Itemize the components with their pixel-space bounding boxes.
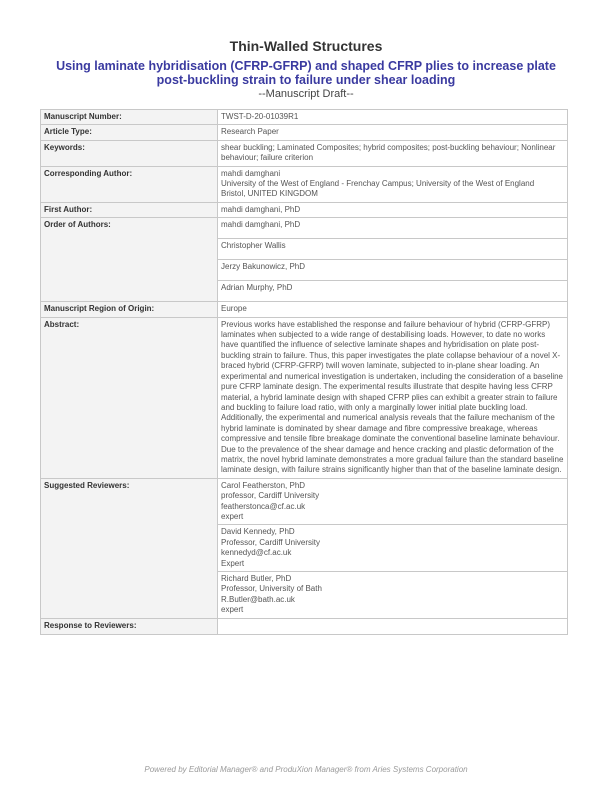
- value-first-author: mahdi damghani, PhD: [218, 202, 568, 217]
- label-first-author: First Author:: [41, 202, 218, 217]
- label-suggested-reviewers: Suggested Reviewers:: [41, 478, 218, 618]
- author-item: Christopher Wallis: [218, 239, 567, 260]
- row-suggested-reviewers: [41, 478, 568, 618]
- value-manuscript-number: TWST-D-20-01039R1: [218, 110, 568, 125]
- value-response-to-reviewers: [218, 618, 568, 634]
- value-abstract: Previous works have established the response and failure behaviour of hybrid (CFRP-GFRP) laminates when subjected to a wide range of destabilising loads. However, to date no works have quantified the influence of selective laminate shapes and hybridisation on plate post-buckling strain to failure. Thus, this paper investigates the plate collapse behaviour of a novel X-braced hybrid (CFRP-GFRP) twill woven laminate, subjected to in-plane shear loading. An experimental and numerical investigation is undertaken, including the consideration of a baseline pure CFRP laminate design. The experimental results illustrate that despite having less CFRP material, a hybrid laminate design with shaped CFRP plies can exhibit a greater strain to failure and buckling to failure load ratio, with only a marginally lower initial plate buckling load. Additionally, the experimental and numerical analysis reveals that the failure mechanism of the hybrid laminate is dominated by shear damage and fibre compressive breakage, whereas compressive and tensile fibre breakage dominate the conventional baseline laminate behaviour. Due to the prevalence of the shear damage and hence cracking and plastic deformation of the matrix, the novel hybrid laminate demonstrates a more gradual failure than the standard baseline laminate design, with failure strains significantly higher than that of the baseline laminate design.: [218, 317, 568, 478]
- author-item: mahdi damghani, PhD: [218, 218, 567, 239]
- value-corresponding-author: [218, 166, 568, 202]
- corresponding-author-name: mahdi damghani: [221, 168, 281, 178]
- reviewer-note: expert: [221, 605, 244, 615]
- value-region-of-origin: Europe: [218, 302, 568, 317]
- value-article-type: Research Paper: [218, 125, 568, 140]
- row-article-type: [41, 125, 568, 140]
- label-response-to-reviewers: Response to Reviewers:: [41, 618, 218, 634]
- row-corresponding-author: [41, 166, 568, 202]
- manuscript-metadata-table: [40, 109, 568, 635]
- label-article-type: Article Type:: [41, 125, 218, 140]
- value-keywords: shear buckling; Laminated Composites; hybrid composites; post-buckling behaviour; Nonlinear behaviour; failure criterion: [218, 140, 568, 166]
- reviewer-name: Carol Featherston, PhD: [221, 480, 306, 490]
- author-item: Jerzy Bakunowicz, PhD: [218, 260, 567, 281]
- label-keywords: Keywords:: [41, 140, 218, 166]
- corresponding-author-location: Bristol, UNITED KINGDOM: [221, 189, 318, 199]
- reviewer-item: [218, 479, 567, 526]
- reviewer-note: expert: [221, 511, 244, 521]
- footer-powered-by: Powered by Editorial Manager® and ProduXion Manager® from Aries Systems Corporation: [144, 765, 468, 774]
- label-manuscript-number: Manuscript Number:: [41, 110, 218, 125]
- title-line-1: Using laminate hybridisation (CFRP-GFRP) and shaped CFRP plies to increase plate: [56, 59, 556, 73]
- reviewer-name: Richard Butler, PhD: [221, 574, 292, 583]
- row-response-to-reviewers: [41, 618, 568, 634]
- journal-name: Thin-Walled Structures: [229, 38, 383, 54]
- label-order-of-authors: Order of Authors:: [41, 218, 218, 302]
- reviewer-name: David Kennedy, PhD: [221, 527, 295, 537]
- reviewer-email: R.Butler@bath.ac.uk: [221, 594, 295, 604]
- label-region-of-origin: Manuscript Region of Origin:: [41, 302, 218, 317]
- manuscript-title: [30, 59, 582, 87]
- reviewer-item: [218, 525, 567, 572]
- draft-label: --Manuscript Draft--: [258, 88, 354, 100]
- value-order-of-authors: [218, 218, 568, 302]
- reviewer-position: Professor, Cardiff University: [221, 537, 320, 547]
- reviewer-position: professor, Cardiff University: [221, 491, 320, 501]
- row-abstract: [41, 317, 568, 478]
- reviewer-position: Professor, University of Bath: [221, 584, 322, 594]
- reviewer-email: featherstonca@cf.ac.uk: [221, 501, 306, 511]
- reviewer-email: kennedyd@cf.ac.uk: [221, 548, 292, 558]
- corresponding-author-affiliation: University of the West of England - Frenchay Campus; University of the West of England: [221, 179, 535, 189]
- label-abstract: Abstract:: [41, 317, 218, 478]
- label-corresponding-author: Corresponding Author:: [41, 166, 218, 202]
- row-manuscript-number: [41, 110, 568, 125]
- row-first-author: [41, 202, 568, 217]
- author-item: Adrian Murphy, PhD: [221, 283, 293, 293]
- reviewer-item: [218, 572, 567, 618]
- title-line-2: post-buckling strain to failure under shear loading: [156, 73, 456, 87]
- reviewer-note: Expert: [221, 558, 245, 568]
- row-order-of-authors: [41, 218, 568, 302]
- value-suggested-reviewers: [218, 478, 568, 618]
- row-keywords: [41, 140, 568, 166]
- row-region-of-origin: [41, 302, 568, 317]
